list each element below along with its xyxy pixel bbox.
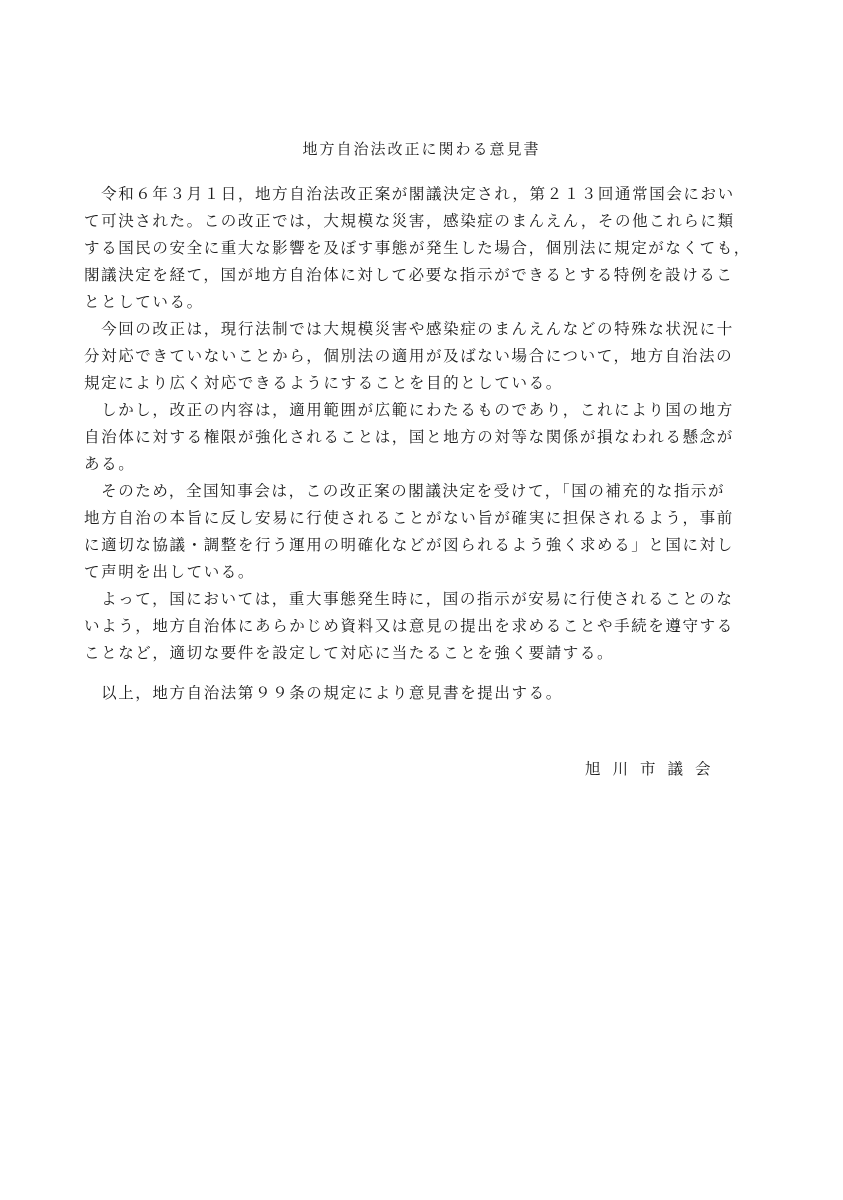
closing-statement: 以上，地方自治法第９９条の規定により意見書を提出する。 bbox=[84, 684, 563, 702]
body-line: て声明を出している。 bbox=[84, 563, 256, 581]
document-body bbox=[84, 181, 764, 667]
body-line: いよう，地方自治体にあらかじめ資料又は意見の提出を求めることや手続を遵守する bbox=[84, 617, 734, 635]
body-line: ととしている。 bbox=[84, 293, 204, 311]
body-line: しかし，改正の内容は，適用範囲が広範にわたるものであり，これにより国の地方 bbox=[84, 401, 734, 419]
body-line: 今回の改正は，現行法制では大規模災害や感染症のまんえんなどの特殊な状況に十 bbox=[84, 320, 734, 338]
document-title: 地方自治法改正に関わる意見書 bbox=[302, 140, 541, 158]
body-line: そのため，全国知事会は，この改正案の閣議決定を受けて，「国の補充的な指示が bbox=[84, 482, 726, 500]
body-line: 閣議決定を経て，国が地方自治体に対して必要な指示ができるとする特例を設けるこ bbox=[84, 266, 734, 284]
signature-organization: 旭川市議会 bbox=[585, 760, 723, 778]
body-line: に適切な協議・調整を行う運用の明確化などが図られるよう強く求める」と国に対し bbox=[84, 536, 734, 554]
body-line: ことなど，適切な要件を設定して対応に当たることを強く要請する。 bbox=[84, 644, 615, 662]
body-line: 令和６年３月１日，地方自治法改正案が閣議決定され，第２１３回通常国会におい bbox=[84, 185, 735, 203]
body-line: 規定により広く対応できるようにすることを目的としている。 bbox=[84, 374, 563, 392]
body-line: 地方自治の本旨に反し安易に行使されることがない旨が確実に担保されるよう，事前 bbox=[84, 509, 734, 527]
body-line: よって，国においては，重大事態発生時に，国の指示が安易に行使されることのな bbox=[84, 590, 734, 608]
body-line: 分対応できていないことから，個別法の適用が及ばない場合について，地方自治法の bbox=[84, 347, 734, 365]
body-line: 自治体に対する権限が強化されることは，国と地方の対等な関係が損なわれる懸念が bbox=[84, 428, 734, 446]
body-line: て可決された。この改正では，大規模な災害，感染症のまんえん，その他これらに類 bbox=[84, 212, 735, 230]
body-line: ある。 bbox=[84, 455, 136, 473]
body-line: する国民の安全に重大な影響を及ぼす事態が発生した場合，個別法に規定がなくても， bbox=[84, 239, 751, 257]
